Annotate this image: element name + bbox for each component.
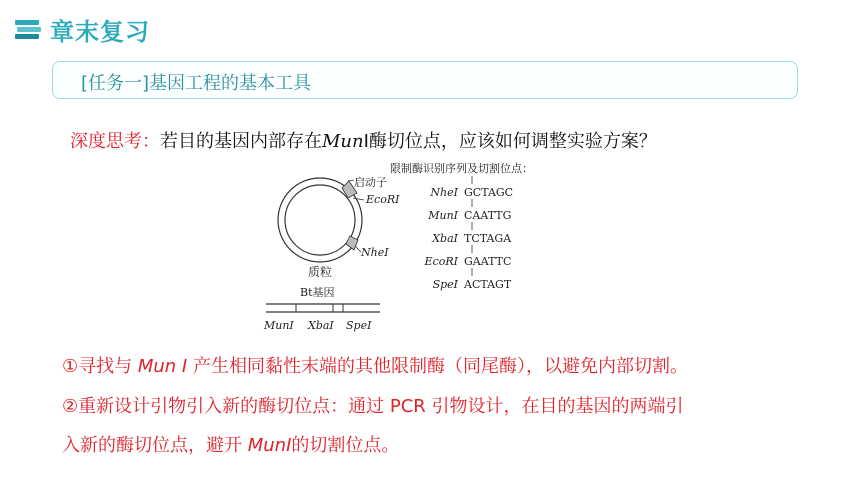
- enzyme-row-mun: [427, 199, 511, 222]
- question-enzyme: Mun: [322, 131, 364, 152]
- plasmid-figure: [258, 158, 588, 338]
- answer-1-enzyme: Mun Ⅰ: [137, 356, 188, 377]
- enzyme-sequence: CAATTG: [464, 209, 512, 222]
- gene-site-spe: SpeⅠ: [346, 319, 372, 332]
- nhe-site-segment: [346, 236, 358, 250]
- promoter-label: 启动子: [354, 176, 387, 189]
- answer-2: ②重新设计引物引入新的酶切位点：通过 PCR 引物设计，在目的基因的两端引: [62, 396, 684, 417]
- book-stack-icon: [14, 18, 42, 40]
- enzyme-row-ecor: [424, 245, 512, 268]
- gene-label: Bt基因: [300, 286, 335, 299]
- answer-3-before: 入新的酶切位点，避开: [62, 435, 248, 456]
- answer-1: [62, 352, 688, 378]
- sequence-title: 限制酶识别序列及切割位点：: [390, 162, 533, 175]
- plasmid-ring-inner: [285, 185, 355, 255]
- answer-1-before: ①寻找与: [62, 356, 138, 377]
- enzyme-name: MunⅠ: [428, 209, 458, 222]
- answer-3-after: 的切割位点。: [291, 435, 400, 456]
- task-banner: [52, 61, 798, 99]
- task-label: [任务一]基因工程的基本工具: [81, 73, 312, 94]
- enzyme-row-spe: [433, 268, 512, 291]
- enzyme-name: XbaⅠ: [432, 232, 458, 245]
- question-text-after: Ⅰ酶切位点，应该如何调整实验方案？: [363, 131, 657, 152]
- question-text-before: 若目的基因内部存在: [160, 131, 322, 152]
- enzyme-name: NheⅠ: [430, 186, 458, 199]
- plasmid-ecor-label: EcoRⅠ: [366, 193, 400, 206]
- question-label: 深度思考：: [70, 131, 160, 152]
- page-title: 章末复习: [50, 18, 150, 46]
- enzyme-sequence: GAATTC: [464, 255, 512, 268]
- answer-3-enzyme: MunⅠ: [247, 435, 292, 456]
- enzyme-sequence: GCTAGC: [464, 186, 514, 199]
- enzyme-name: SpeⅠ: [432, 278, 458, 291]
- answer-1-after: 产生相同黏性末端的其他限制酶（同尾酶），以避免内部切割。: [187, 356, 688, 377]
- enzyme-row-nhe: [429, 176, 513, 199]
- question-line: [70, 127, 657, 153]
- enzyme-row-xba: [431, 222, 512, 245]
- answer-3: [62, 431, 399, 457]
- enzyme-sequence: TCTAGA: [464, 232, 512, 245]
- gene-site-xba: XbaⅠ: [308, 319, 334, 332]
- gene-site-mun: MunⅠ: [264, 319, 294, 332]
- enzyme-name: EcoRⅠ: [424, 255, 458, 268]
- plasmid-label: 质粒: [308, 265, 333, 279]
- plasmid-nhe-label: NheⅠ: [361, 246, 389, 259]
- enzyme-sequence: ACTAGT: [464, 278, 512, 291]
